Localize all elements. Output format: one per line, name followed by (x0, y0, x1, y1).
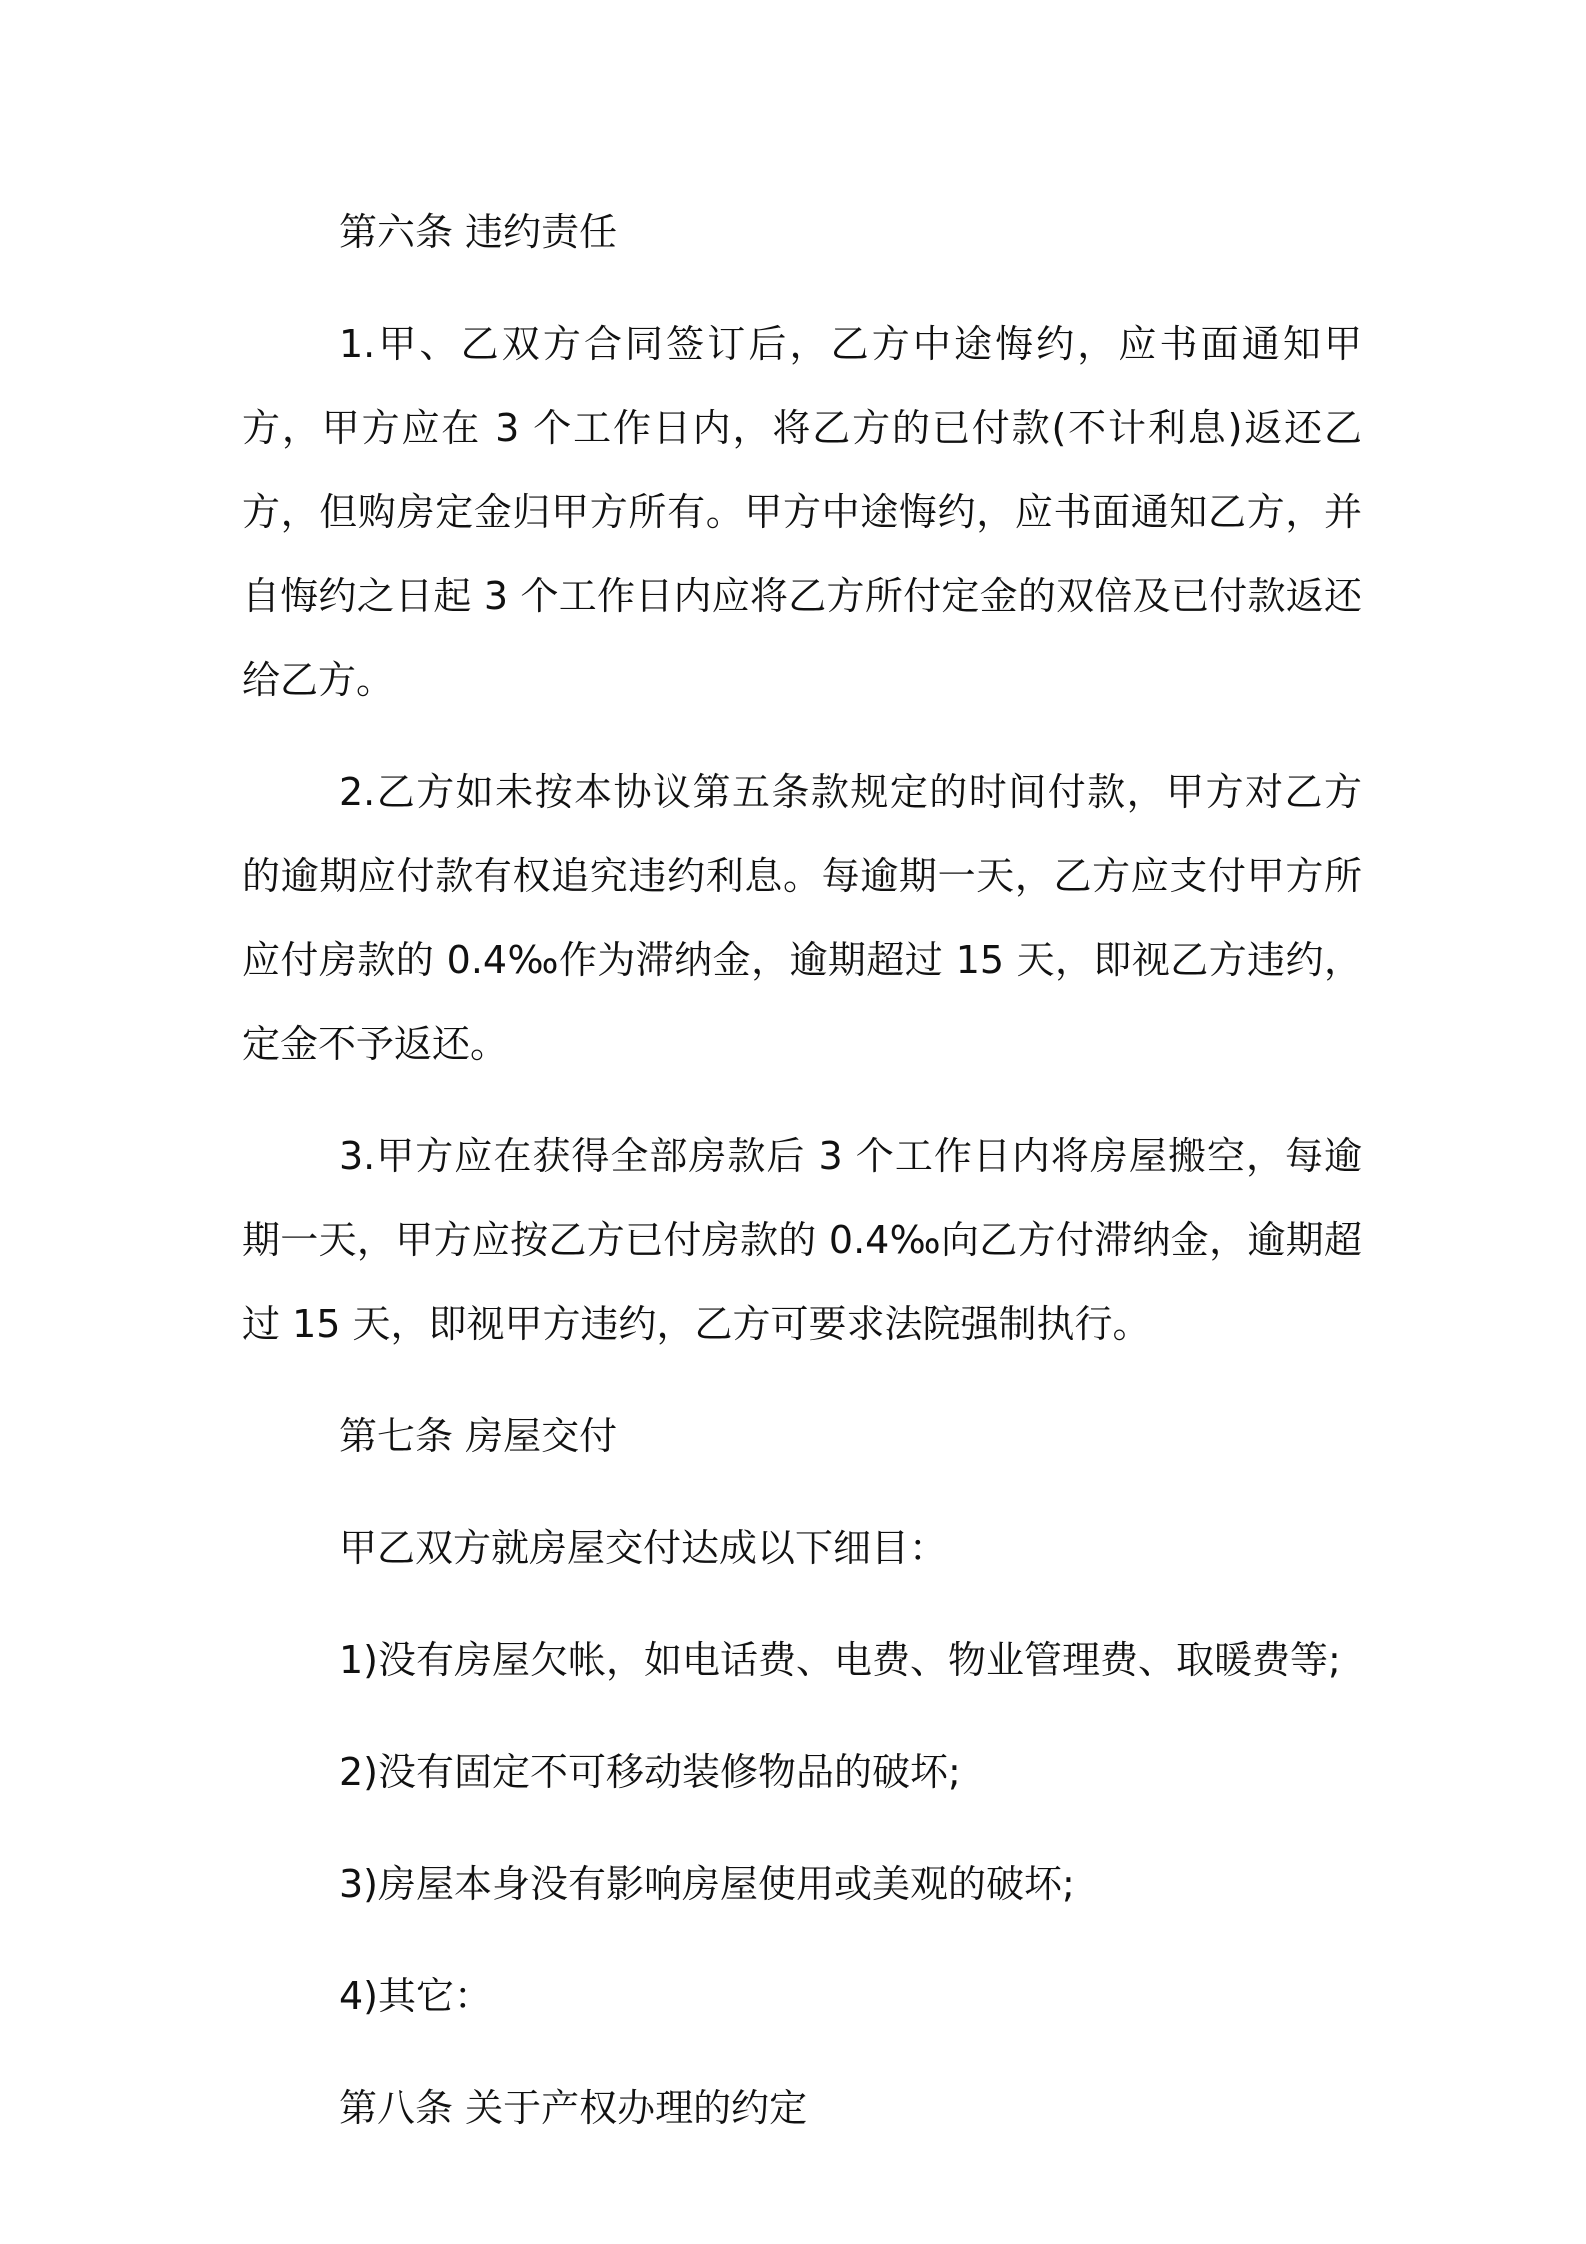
section-6-paragraph-3: 3.甲方应在获得全部房款后 3 个工作日内将房屋搬空，每逾期一天，甲方应按乙方已付房款的 0.4‰向乙方付滞纳金，逾期超过 15 天，即视甲方违约，乙方可要求法院强制执行。 (242, 1134, 1362, 1346)
section-7-item-2: 2)没有固定不可移动装修物品的破坏; (339, 1750, 961, 1794)
document-body (242, 190, 1362, 2178)
section-7-item-1: 1)没有房屋欠帐，如电话费、电费、物业管理费、取暖费等; (339, 1638, 1341, 1682)
section-7-item-3: 3)房屋本身没有影响房屋使用或美观的破坏; (339, 1862, 1075, 1906)
section-6-paragraph-2: 2.乙方如未按本协议第五条款规定的时间付款，甲方对乙方的逾期应付款有权追究违约利息。每逾期一天，乙方应支付甲方所应付房款的 0.4‰作为滞纳金，逾期超过 15 天，即视乙方违约，定金不予返还。 (242, 770, 1362, 1066)
section-6-paragraph-1: 1.甲、乙双方合同签订后，乙方中途悔约，应书面通知甲方，甲方应在 3 个工作日内，将乙方的已付款(不计利息)返还乙方，但购房定金归甲方所有。甲方中途悔约，应书面通知乙方，并自悔约之日起 3 个工作日内应将乙方所付定金的双倍及已付款返还给乙方。 (242, 322, 1362, 702)
section-7-item-4: 4)其它： (339, 1974, 493, 2018)
section-6-title: 第六条 违约责任 (339, 210, 618, 254)
section-8-title: 第八条 关于产权办理的约定 (339, 2086, 808, 2130)
section-7-intro: 甲乙双方就房屋交付达成以下细目： (339, 1526, 948, 1570)
section-7-title: 第七条 房屋交付 (339, 1414, 618, 1458)
